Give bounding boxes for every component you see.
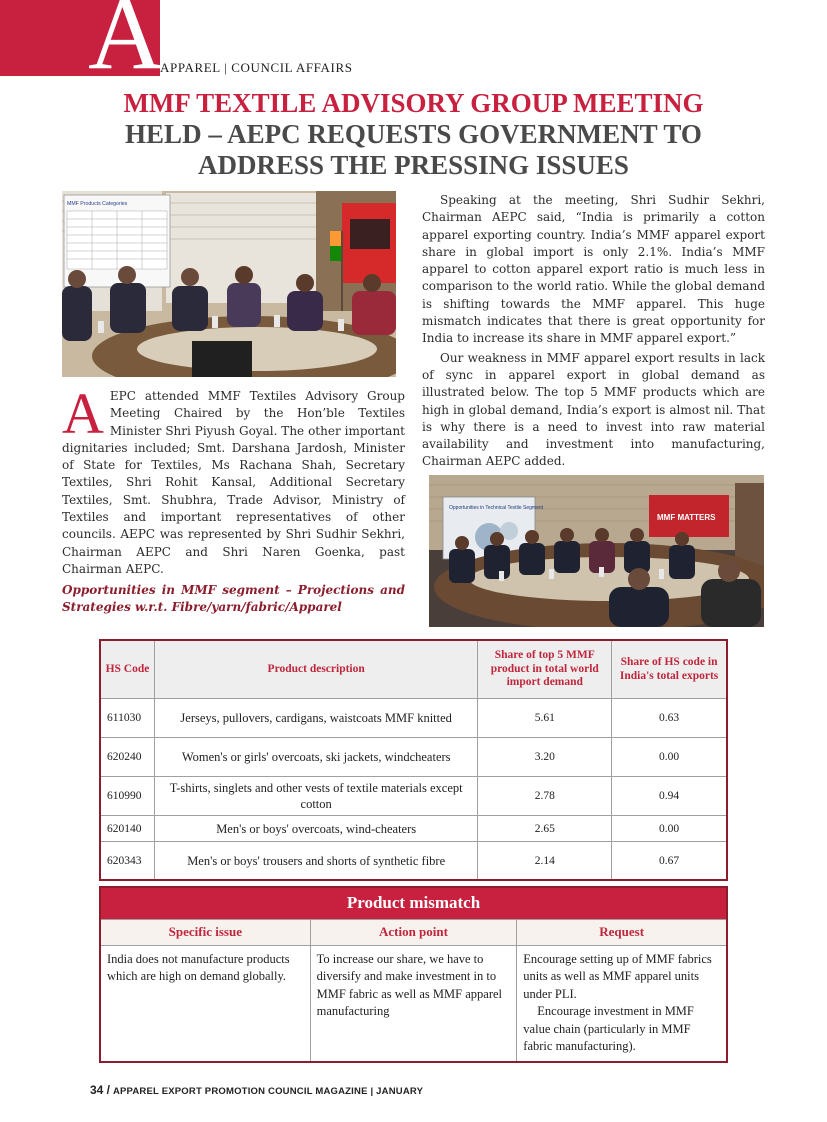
header-product-description: Product description (154, 641, 477, 699)
india-share-cell: 0.67 (612, 842, 727, 880)
table-row (101, 699, 727, 738)
weakness-paragraph: Our weakness in MMF apparel export results in lack of sync in apparel export in global demand as illustrated below. The top 5 MMF products which are high in global demand, India’s export is almost nil. That is why there is a need to invest into raw material availability and investment into manufacturing, Chairman AEPC added. (422, 350, 765, 469)
table-row (101, 777, 727, 816)
table-row (101, 842, 727, 880)
screen-text: MMF MATTERS (657, 513, 716, 522)
meeting-photo-1-illustration (62, 191, 396, 377)
world-share-cell: 5.61 (478, 699, 612, 738)
page-number: 34 / (90, 1083, 111, 1097)
header-world-share: Share of top 5 MMF product in total world import demand (478, 641, 612, 699)
drop-cap: A (62, 381, 104, 446)
hs-code-cell: 620343 (101, 842, 155, 880)
world-share-cell: 2.78 (478, 777, 612, 816)
page-footer (90, 1083, 423, 1097)
issue-cell: India does not manufacture products which are high on demand globally. (101, 945, 311, 1061)
india-share-cell: 0.00 (612, 816, 727, 842)
header-hs-code: HS Code (101, 641, 155, 699)
header-action-point: Action point (310, 919, 517, 945)
intro-paragraph: EPC attended MMF Textiles Advisory Group Meeting Chaired by the Hon’ble Textiles Minister Shri Piyush Goyal. The other important dignitaries included; Smt. Darshana Jardosh, Minister of State for Textiles, Ms Rachana Shah, Secretary Textiles, Shri Rohit Kansal, Additional Secretary Textiles, Smt. Shubhra, Trade Advisor, Ministry of Textiles and important representatives of other councils. AEPC was represented by Shri Sudhir Sekhri, Chairman AEPC and Shri Naren Goenka, past Chairman AEPC. (62, 389, 405, 576)
table-row (101, 738, 727, 777)
description-cell: Men's or boys' overcoats, wind-cheaters (154, 816, 477, 842)
world-share-cell: 3.20 (478, 738, 612, 777)
meeting-photo-2-illustration (429, 475, 764, 627)
world-share-cell: 2.14 (478, 842, 612, 880)
description-cell: Women's or girls' overcoats, ski jackets, windcheaters (154, 738, 477, 777)
request-item-2: Encourage investment in MMF value chain (particularly in MMF fabric manufacturing). (523, 1004, 694, 1053)
india-share-cell: 0.63 (612, 699, 727, 738)
hs-code-table (100, 640, 727, 880)
right-column-text (422, 192, 765, 471)
section-label: APPAREL | COUNCIL AFFAIRS (160, 60, 353, 75)
hs-code-cell: 620140 (101, 816, 155, 842)
chairman-quote-paragraph: Speaking at the meeting, Shri Sudhir Sekhri, Chairman AEPC said, “India is primarily a cotton apparel exporting country. India’s MMF apparel export share in global import is only 2.1%. India’s MMF apparel to cotton apparel export ratio is much less in comparison to the world ratio. While the global demand is shifting towards the MMF apparel. This huge mismatch indicates that there is great opportunity for India to increase its share in MMF apparel export.” (422, 193, 765, 346)
request-cell (517, 945, 727, 1061)
logo-letter: A (88, 0, 164, 91)
request-item-1: Encourage setting up of MMF fabrics units as well as MMF apparel units under PLI. (523, 951, 712, 1001)
description-cell: Jerseys, pullovers, cardigans, waistcoats MMF knitted (154, 699, 477, 738)
headline-line-2: HELD – AEPC REQUESTS GOVERNMENT TO (125, 119, 702, 149)
action-cell: To increase our share, we have to diversify and make investment in to MMF fabric as well as MMF apparel manufacturing (310, 945, 517, 1061)
magazine-name: APPAREL EXPORT PROMOTION COUNCIL MAGAZINE | JANUARY (112, 1086, 424, 1097)
hs-code-cell: 610990 (101, 777, 155, 816)
headline-line-1: MMF TEXTILE ADVISORY GROUP MEETING (123, 88, 704, 118)
header-request: Request (517, 919, 727, 945)
table-row (101, 816, 727, 842)
meeting-photo-1 (62, 191, 396, 377)
product-mismatch-table (100, 887, 727, 1062)
mismatch-title: Product mismatch (101, 887, 727, 919)
india-share-cell: 0.94 (612, 777, 727, 816)
slide-title-1: MMF Products Categories (67, 201, 128, 207)
subheading: Opportunities in MMF segment – Projections and Strategies w.r.t. Fibre/yarn/fabric/Apparel (62, 583, 405, 614)
hs-code-cell: 611030 (101, 699, 155, 738)
world-share-cell: 2.65 (478, 816, 612, 842)
slide-title-2: Opportunities in Technical Textile Segment (449, 505, 544, 511)
meeting-photo-2 (429, 475, 764, 627)
header-india-share: Share of HS code in India's total exports (612, 641, 727, 699)
description-cell: Men's or boys' trousers and shorts of synthetic fibre (154, 842, 477, 880)
headline-line-3: ADDRESS THE PRESSING ISSUES (198, 150, 629, 180)
hs-code-cell: 620240 (101, 738, 155, 777)
india-share-cell: 0.00 (612, 738, 727, 777)
intro-text (62, 381, 405, 578)
description-cell: T-shirts, singlets and other vests of textile materials except cotton (154, 777, 477, 816)
header-specific-issue: Specific issue (101, 919, 311, 945)
